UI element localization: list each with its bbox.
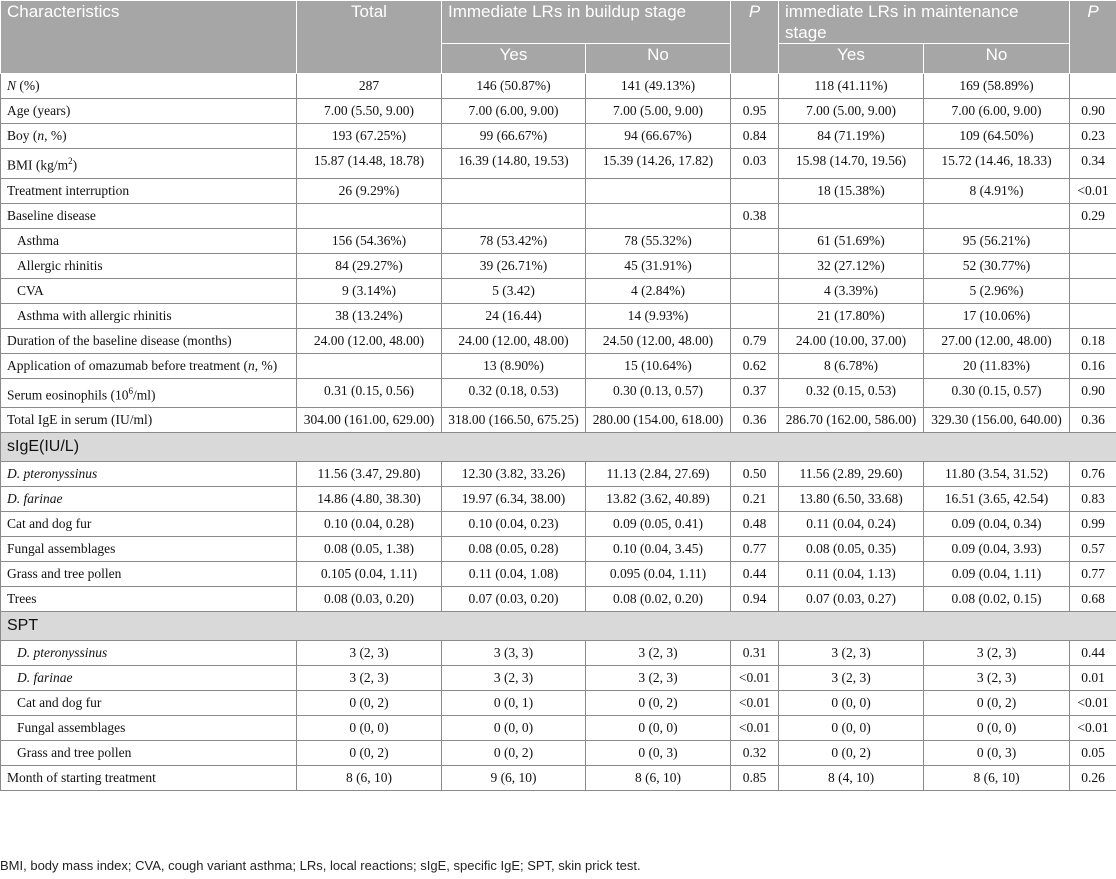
table-row [1, 512, 1116, 537]
cell-p1: 0.36 [731, 408, 779, 433]
row-label [1, 537, 297, 562]
row-label-superscript: 2 [68, 156, 73, 166]
cell-m-yes: 21 (17.80%) [779, 303, 924, 328]
cell-total: 0 (0, 2) [297, 691, 442, 716]
cell-p1: 0.21 [731, 487, 779, 512]
cell-b-no: 14 (9.93%) [586, 303, 731, 328]
cell-total [297, 203, 442, 228]
cell-total: 0.31 (0.15, 0.56) [297, 378, 442, 408]
cell-m-no: 0.09 (0.04, 1.11) [924, 562, 1070, 587]
cell-b-yes: 0.07 (0.03, 0.20) [442, 587, 586, 612]
cell-b-no: 0 (0, 2) [586, 691, 731, 716]
cell-m-yes: 0.08 (0.05, 0.35) [779, 537, 924, 562]
cell-p1: 0.50 [731, 462, 779, 487]
cell-m-no: 0.09 (0.04, 0.34) [924, 512, 1070, 537]
table-row [1, 562, 1116, 587]
cell-b-yes: 99 (66.67%) [442, 124, 586, 149]
row-label-text: Application of omazumab before treatment ( [7, 357, 249, 373]
cell-b-no: 4 (2.84%) [586, 278, 731, 303]
table-row [1, 537, 1116, 562]
cell-m-no: 5 (2.96%) [924, 278, 1070, 303]
row-label-superscript: 6 [128, 385, 133, 396]
cell-b-yes: 146 (50.87%) [442, 74, 586, 99]
cell-p2: 0.29 [1070, 203, 1116, 228]
cell-b-yes: 24 (16.44) [442, 303, 586, 328]
row-label-text: Allergic rhinitis [17, 257, 103, 273]
cell-m-yes: 0.32 (0.15, 0.53) [779, 378, 924, 408]
row-label [1, 278, 297, 303]
cell-b-yes: 5 (3.42) [442, 278, 586, 303]
cell-p2: 0.23 [1070, 124, 1116, 149]
cell-b-no: 0.08 (0.02, 0.20) [586, 587, 731, 612]
cell-total [297, 353, 442, 378]
cell-b-no: 45 (31.91%) [586, 253, 731, 278]
row-label-text: Trees [7, 591, 37, 606]
table-row [1, 691, 1116, 716]
header-maintenance-group: immediate LRs in maintenance stage [779, 1, 1070, 44]
cell-m-no: 329.30 (156.00, 640.00) [924, 408, 1070, 433]
cell-m-no [924, 203, 1070, 228]
cell-total: 9 (3.14%) [297, 278, 442, 303]
cell-b-yes: 16.39 (14.80, 19.53) [442, 149, 586, 179]
table-row [1, 203, 1116, 228]
cell-m-no: 7.00 (6.00, 9.00) [924, 99, 1070, 124]
row-label-text: D. farinae [7, 491, 63, 506]
table-row [1, 408, 1116, 433]
cell-b-no: 15.39 (14.26, 17.82) [586, 149, 731, 179]
cell-p2 [1070, 303, 1116, 328]
row-label-text: Age (years) [7, 103, 71, 118]
row-label [1, 328, 297, 353]
cell-b-yes: 12.30 (3.82, 33.26) [442, 462, 586, 487]
cell-b-no: 0.10 (0.04, 3.45) [586, 537, 731, 562]
cell-b-no: 94 (66.67%) [586, 124, 731, 149]
cell-b-yes: 3 (2, 3) [442, 666, 586, 691]
cell-total: 0 (0, 2) [297, 741, 442, 766]
cell-m-yes: 8 (6.78%) [779, 353, 924, 378]
cell-m-yes: 118 (41.11%) [779, 74, 924, 99]
row-label-text: Boy ( [7, 128, 38, 143]
table-body [1, 74, 1116, 791]
row-label [1, 766, 297, 791]
row-label [1, 74, 297, 99]
row-label-suffix: (%) [16, 78, 40, 93]
row-label-text: Fungal assemblages [7, 541, 116, 556]
cell-m-yes: 84 (71.19%) [779, 124, 924, 149]
cell-m-yes: 61 (51.69%) [779, 228, 924, 253]
cell-p1: 0.84 [731, 124, 779, 149]
section-sige-label: sIgE(IU/L) [1, 433, 1116, 462]
cell-b-yes: 0.10 (0.04, 0.23) [442, 512, 586, 537]
cell-b-no: 0 (0, 0) [586, 716, 731, 741]
cell-b-no: 15 (10.64%) [586, 353, 731, 378]
cell-m-yes: 24.00 (10.00, 37.00) [779, 328, 924, 353]
cell-m-no: 169 (58.89%) [924, 74, 1070, 99]
cell-m-yes: 0 (0, 0) [779, 716, 924, 741]
header-p-buildup: P [731, 1, 779, 74]
table-row [1, 253, 1116, 278]
cell-m-yes: 0.11 (0.04, 0.24) [779, 512, 924, 537]
cell-m-no: 109 (64.50%) [924, 124, 1070, 149]
cell-b-yes: 78 (53.42%) [442, 228, 586, 253]
row-label-text: D. pteronyssinus [7, 466, 98, 481]
row-label [1, 562, 297, 587]
cell-total: 304.00 (161.00, 629.00) [297, 408, 442, 433]
cell-p2 [1070, 253, 1116, 278]
table-row [1, 178, 1116, 203]
header-maintenance-yes: Yes [779, 44, 924, 74]
cell-total: 26 (9.29%) [297, 178, 442, 203]
cell-p2: 0.16 [1070, 353, 1116, 378]
cell-m-yes: 0.11 (0.04, 1.13) [779, 562, 924, 587]
cell-m-no: 0.09 (0.04, 3.93) [924, 537, 1070, 562]
cell-b-yes: 318.00 (166.50, 675.25) [442, 408, 586, 433]
row-label [1, 487, 297, 512]
row-label-n: n [248, 357, 255, 373]
row-label-text: Total IgE in serum (IU/ml) [7, 412, 153, 427]
cell-total: 0.08 (0.05, 1.38) [297, 537, 442, 562]
cell-b-no: 8 (6, 10) [586, 766, 731, 791]
cell-p2: <0.01 [1070, 716, 1116, 741]
row-label-text: Asthma with allergic rhinitis [17, 307, 172, 323]
cell-b-yes: 9 (6, 10) [442, 766, 586, 791]
cell-m-yes: 7.00 (5.00, 9.00) [779, 99, 924, 124]
cell-b-no [586, 178, 731, 203]
row-label-suffix: , %) [254, 357, 278, 373]
cell-b-no: 0.09 (0.05, 0.41) [586, 512, 731, 537]
cell-m-yes: 286.70 (162.00, 586.00) [779, 408, 924, 433]
header-characteristics: Characteristics [1, 1, 297, 74]
header-total: Total [297, 1, 442, 74]
cell-total: 38 (13.24%) [297, 303, 442, 328]
cell-b-yes: 3 (3, 3) [442, 641, 586, 666]
cell-m-yes: 4 (3.39%) [779, 278, 924, 303]
cell-p1 [731, 228, 779, 253]
row-label [1, 203, 297, 228]
cell-m-yes: 3 (2, 3) [779, 666, 924, 691]
row-label [1, 99, 297, 124]
table-row [1, 487, 1116, 512]
cell-p1: 0.85 [731, 766, 779, 791]
row-label-text: Fungal assemblages [17, 720, 126, 735]
cell-b-yes: 0.32 (0.18, 0.53) [442, 378, 586, 408]
cell-total: 3 (2, 3) [297, 641, 442, 666]
table-row [1, 378, 1116, 408]
row-label [1, 462, 297, 487]
cell-p1: 0.95 [731, 99, 779, 124]
cell-b-no [586, 203, 731, 228]
table-header [1, 1, 1116, 74]
cell-b-no: 13.82 (3.62, 40.89) [586, 487, 731, 512]
table-row [1, 462, 1116, 487]
row-label [1, 641, 297, 666]
cell-total: 84 (29.27%) [297, 253, 442, 278]
cell-p1: 0.62 [731, 353, 779, 378]
cell-p2: 0.99 [1070, 512, 1116, 537]
cell-p2: 0.90 [1070, 378, 1116, 408]
table-row [1, 149, 1116, 179]
cell-total: 7.00 (5.50, 9.00) [297, 99, 442, 124]
cell-p1: 0.48 [731, 512, 779, 537]
cell-m-yes: 8 (4, 10) [779, 766, 924, 791]
cell-p2: <0.01 [1070, 691, 1116, 716]
cell-b-no: 24.50 (12.00, 48.00) [586, 328, 731, 353]
cell-m-yes: 0.07 (0.03, 0.27) [779, 587, 924, 612]
cell-b-yes [442, 203, 586, 228]
cell-m-no: 0 (0, 2) [924, 691, 1070, 716]
cell-m-no: 0 (0, 3) [924, 741, 1070, 766]
cell-b-yes: 0 (0, 2) [442, 741, 586, 766]
cell-p1: <0.01 [731, 666, 779, 691]
cell-b-no: 3 (2, 3) [586, 641, 731, 666]
cell-total: 193 (67.25%) [297, 124, 442, 149]
cell-p2: 0.76 [1070, 462, 1116, 487]
header-buildup-group: Immediate LRs in buildup stage [442, 1, 731, 44]
cell-p2 [1070, 74, 1116, 99]
table-row [1, 328, 1116, 353]
cell-b-no: 0.095 (0.04, 1.11) [586, 562, 731, 587]
row-label [1, 587, 297, 612]
cell-p1: <0.01 [731, 716, 779, 741]
table-footnote: BMI, body mass index; CVA, cough variant asthma; LRs, local reactions; sIgE, specific IgE; SPT, skin prick test. [0, 858, 641, 873]
table-row [1, 228, 1116, 253]
cell-p1: 0.94 [731, 587, 779, 612]
cell-b-yes: 13 (8.90%) [442, 353, 586, 378]
row-label-text: Asthma [17, 232, 59, 248]
cell-p1: 0.44 [731, 562, 779, 587]
cell-m-yes [779, 203, 924, 228]
row-label-text: Serum eosinophils (10 [7, 387, 129, 402]
row-label-n: n [37, 128, 45, 143]
cell-m-no: 8 (4.91%) [924, 178, 1070, 203]
cell-total: 15.87 (14.48, 18.78) [297, 149, 442, 179]
row-label-suffix: /ml) [133, 387, 156, 402]
cell-total: 0.10 (0.04, 0.28) [297, 512, 442, 537]
cell-p2: 0.83 [1070, 487, 1116, 512]
section-sige [1, 433, 1116, 462]
cell-b-yes: 0 (0, 0) [442, 716, 586, 741]
table-row [1, 99, 1116, 124]
cell-m-no: 16.51 (3.65, 42.54) [924, 487, 1070, 512]
cell-b-no: 0 (0, 3) [586, 741, 731, 766]
cell-total: 287 [297, 74, 442, 99]
cell-p1: 0.03 [731, 149, 779, 179]
cell-m-yes: 11.56 (2.89, 29.60) [779, 462, 924, 487]
cell-m-no: 20 (11.83%) [924, 353, 1070, 378]
cell-b-yes: 19.97 (6.34, 38.00) [442, 487, 586, 512]
cell-m-no: 3 (2, 3) [924, 666, 1070, 691]
cell-total: 3 (2, 3) [297, 666, 442, 691]
row-label [1, 666, 297, 691]
cell-p2: 0.34 [1070, 149, 1116, 179]
cell-p1: 0.31 [731, 641, 779, 666]
row-label [1, 353, 297, 378]
cell-b-yes: 24.00 (12.00, 48.00) [442, 328, 586, 353]
row-label [1, 741, 297, 766]
table-row [1, 716, 1116, 741]
section-spt [1, 612, 1116, 641]
cell-m-yes: 3 (2, 3) [779, 641, 924, 666]
cell-b-yes: 0 (0, 1) [442, 691, 586, 716]
cell-b-no: 7.00 (5.00, 9.00) [586, 99, 731, 124]
row-label-text: Grass and tree pollen [7, 566, 122, 581]
row-label [1, 512, 297, 537]
cell-total: 0.08 (0.03, 0.20) [297, 587, 442, 612]
row-label [1, 378, 297, 408]
cell-b-no: 0.30 (0.13, 0.57) [586, 378, 731, 408]
table-row [1, 641, 1116, 666]
row-label [1, 228, 297, 253]
cell-p1: 0.38 [731, 203, 779, 228]
cell-b-no: 141 (49.13%) [586, 74, 731, 99]
cell-b-yes: 39 (26.71%) [442, 253, 586, 278]
table-row [1, 587, 1116, 612]
cell-b-no: 280.00 (154.00, 618.00) [586, 408, 731, 433]
cell-m-yes: 13.80 (6.50, 33.68) [779, 487, 924, 512]
cell-p2: <0.01 [1070, 178, 1116, 203]
row-label-text: Cat and dog fur [17, 695, 102, 710]
cell-total: 0 (0, 0) [297, 716, 442, 741]
cell-total: 11.56 (3.47, 29.80) [297, 462, 442, 487]
row-label-text: Month of starting treatment [7, 770, 156, 785]
header-maintenance-no: No [924, 44, 1070, 74]
table-row [1, 303, 1116, 328]
row-label [1, 178, 297, 203]
header-buildup-no: No [586, 44, 731, 74]
table-row [1, 278, 1116, 303]
cell-m-no: 0 (0, 0) [924, 716, 1070, 741]
cell-b-no: 11.13 (2.84, 27.69) [586, 462, 731, 487]
table-row [1, 741, 1116, 766]
cell-b-yes [442, 178, 586, 203]
cell-p2 [1070, 228, 1116, 253]
cell-p2: 0.68 [1070, 587, 1116, 612]
row-label [1, 408, 297, 433]
cell-p1 [731, 74, 779, 99]
row-label-text: BMI (kg/m [7, 157, 69, 173]
cell-p2: 0.01 [1070, 666, 1116, 691]
cell-m-no: 15.72 (14.46, 18.33) [924, 149, 1070, 179]
cell-p2: 0.90 [1070, 99, 1116, 124]
cell-m-yes: 0 (0, 2) [779, 741, 924, 766]
cell-m-no: 17 (10.06%) [924, 303, 1070, 328]
table-row [1, 666, 1116, 691]
cell-b-yes: 7.00 (6.00, 9.00) [442, 99, 586, 124]
row-label-text: Grass and tree pollen [17, 745, 132, 760]
cell-m-no: 3 (2, 3) [924, 641, 1070, 666]
cell-total: 156 (54.36%) [297, 228, 442, 253]
cell-p1: <0.01 [731, 691, 779, 716]
cell-m-yes: 18 (15.38%) [779, 178, 924, 203]
cell-b-no: 3 (2, 3) [586, 666, 731, 691]
cell-p1: 0.37 [731, 378, 779, 408]
header-p-maintenance: P [1070, 1, 1116, 74]
row-label [1, 303, 297, 328]
cell-m-no: 27.00 (12.00, 48.00) [924, 328, 1070, 353]
cell-m-no: 11.80 (3.54, 31.52) [924, 462, 1070, 487]
header-buildup-yes: Yes [442, 44, 586, 74]
cell-m-no: 8 (6, 10) [924, 766, 1070, 791]
cell-p1 [731, 303, 779, 328]
cell-p1: 0.79 [731, 328, 779, 353]
cell-m-no: 0.08 (0.02, 0.15) [924, 587, 1070, 612]
row-label-text: N [7, 78, 17, 93]
row-label-text: CVA [17, 282, 44, 298]
cell-p2 [1070, 278, 1116, 303]
row-label-suffix: , %) [44, 128, 67, 143]
cell-total: 24.00 (12.00, 48.00) [297, 328, 442, 353]
table-row [1, 766, 1116, 791]
row-label-text: D. pteronyssinus [17, 645, 108, 660]
cell-p2: 0.05 [1070, 741, 1116, 766]
section-spt-label: SPT [1, 612, 1116, 641]
row-label-suffix: ) [72, 157, 78, 173]
cell-m-no: 52 (30.77%) [924, 253, 1070, 278]
cell-p2: 0.44 [1070, 641, 1116, 666]
cell-total: 8 (6, 10) [297, 766, 442, 791]
cell-p2: 0.57 [1070, 537, 1116, 562]
row-label [1, 124, 297, 149]
row-label-text: Duration of the baseline disease (months) [7, 332, 232, 348]
cell-m-no: 0.30 (0.15, 0.57) [924, 378, 1070, 408]
cell-p2: 0.26 [1070, 766, 1116, 791]
cell-p1: 0.77 [731, 537, 779, 562]
cell-p1 [731, 278, 779, 303]
cell-p2: 0.77 [1070, 562, 1116, 587]
cell-p2: 0.36 [1070, 408, 1116, 433]
cell-m-no: 95 (56.21%) [924, 228, 1070, 253]
cell-p2: 0.18 [1070, 328, 1116, 353]
cell-m-yes: 32 (27.12%) [779, 253, 924, 278]
cell-b-yes: 0.11 (0.04, 1.08) [442, 562, 586, 587]
cell-b-no: 78 (55.32%) [586, 228, 731, 253]
row-label [1, 149, 297, 179]
row-label [1, 716, 297, 741]
cell-p1 [731, 253, 779, 278]
cell-m-yes: 0 (0, 0) [779, 691, 924, 716]
table-row [1, 353, 1116, 378]
cell-p1: 0.32 [731, 741, 779, 766]
row-label-text: Cat and dog fur [7, 516, 92, 531]
cell-m-yes: 15.98 (14.70, 19.56) [779, 149, 924, 179]
row-label [1, 253, 297, 278]
table-row [1, 124, 1116, 149]
cell-total: 14.86 (4.80, 38.30) [297, 487, 442, 512]
cell-b-yes: 0.08 (0.05, 0.28) [442, 537, 586, 562]
row-label-text: D. farinae [17, 670, 73, 685]
cell-total: 0.105 (0.04, 1.11) [297, 562, 442, 587]
row-label-text: Baseline disease [7, 207, 96, 223]
row-label-text: Treatment interruption [7, 182, 130, 198]
row-label [1, 691, 297, 716]
table-row [1, 74, 1116, 99]
cell-p1 [731, 178, 779, 203]
